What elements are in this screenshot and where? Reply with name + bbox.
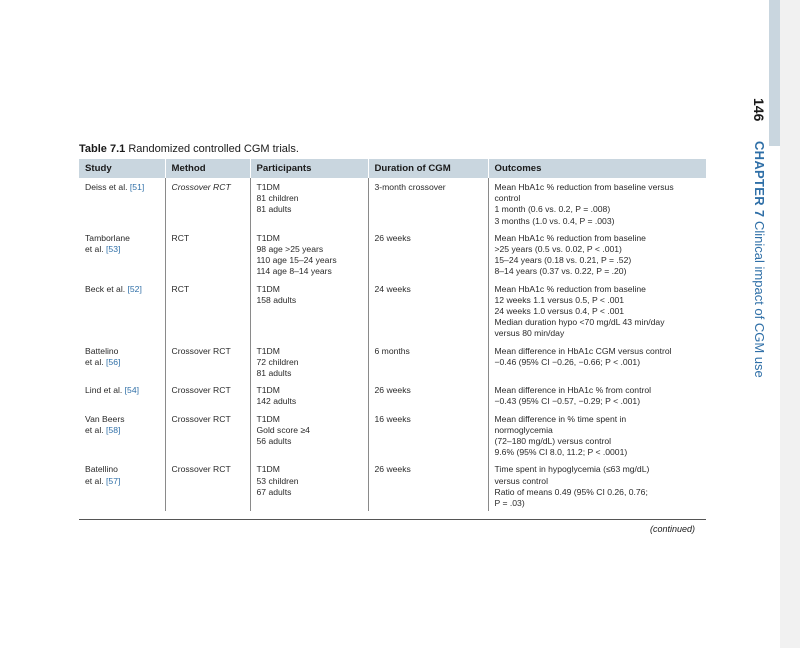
method-cell-text: RCT	[171, 283, 190, 294]
chapter-title: Clinical impact of CGM use	[752, 221, 767, 378]
duration-cell-text: 3-month crossover	[374, 182, 446, 192]
duration-cell-text: 16 weeks	[374, 413, 411, 424]
outcomes-cell-line: versus control	[494, 475, 548, 486]
outcomes-cell-line: P = .03)	[494, 498, 525, 509]
participants-cell-line: 158 adults	[256, 294, 297, 305]
outcomes-cell-line: control	[494, 193, 521, 204]
header-method: Method	[165, 159, 250, 178]
participants-cell-line: 98 age >25 years	[256, 244, 324, 255]
outcomes-cell	[488, 460, 706, 511]
study-cell	[79, 381, 165, 409]
outcomes-cell-line: 12 weeks 1.1 versus 0.5, P < .001	[494, 294, 625, 305]
method-cell-text: Crossover RCT	[171, 345, 231, 356]
outcomes-cell	[488, 381, 706, 409]
header-duration: Duration of CGM	[368, 159, 488, 178]
table-row	[79, 460, 706, 511]
method-cell	[165, 410, 250, 461]
outcomes-cell-line: Mean difference in HbA1c CGM versus control	[494, 345, 672, 356]
study-cell	[79, 229, 165, 280]
table-row	[79, 229, 706, 280]
outcomes-cell-line: Ratio of means 0.49 (95% CI 0.26, 0.76;	[494, 486, 648, 497]
participants-cell-line: T1DM	[256, 182, 280, 192]
participants-cell-line: 81 adults	[256, 368, 292, 379]
outcomes-cell-line: 24 weeks 1.0 versus 0.4, P < .001	[494, 306, 625, 317]
participants-cell-line: 142 adults	[256, 396, 297, 407]
outcomes-cell-line: Time spent in hypoglycemia (≤63 mg/dL)	[494, 464, 650, 475]
table-row	[79, 381, 706, 409]
study-cell-line: Beck et al. [52]	[85, 283, 142, 294]
reference-link[interactable]: [54]	[124, 385, 139, 396]
outcomes-cell	[488, 280, 706, 342]
reference-link[interactable]: [57]	[106, 475, 121, 486]
table-caption-label: Table 7.1	[79, 143, 126, 155]
study-cell-line: Batellino	[85, 464, 118, 475]
participants-cell-line: 81 adults	[256, 204, 292, 215]
reference-link[interactable]: [56]	[106, 356, 121, 367]
participants-cell-line: 72 children	[256, 356, 299, 367]
study-cell-line: Tamborlane	[85, 232, 130, 243]
duration-cell	[368, 460, 488, 511]
study-cell-line: et al. [56]	[85, 356, 121, 367]
participants-cell	[250, 381, 368, 409]
chapter-tab-marker	[769, 0, 780, 146]
outcomes-cell-line: −0.46 (95% CI −0.26, −0.66; P < .001)	[494, 356, 641, 367]
duration-cell-text: 26 weeks	[374, 385, 411, 396]
table-caption	[79, 143, 299, 155]
participants-cell-line: 114 age 8–14 years	[256, 266, 332, 277]
study-cell-line: Van Beers	[85, 413, 125, 424]
duration-cell	[368, 381, 488, 409]
participants-cell-line: T1DM	[256, 464, 280, 475]
outcomes-cell-line: 9.6% (95% CI 8.0, 11.2; P < .0001)	[494, 447, 628, 458]
page-number: 146	[751, 98, 767, 122]
outcomes-cell-line: −0.43 (95% CI −0.57, −0.29; P < .001)	[494, 396, 641, 407]
method-cell	[165, 178, 250, 229]
header-participants: Participants	[250, 159, 368, 178]
outcomes-cell-line: 1 month (0.6 vs. 0.2, P = .008)	[494, 204, 611, 215]
study-cell	[79, 342, 165, 382]
participants-cell-line: T1DM	[256, 413, 280, 424]
table-caption-text: Randomized controlled CGM trials.	[128, 143, 299, 155]
participants-cell	[250, 342, 368, 382]
page-edge-strip	[780, 0, 800, 648]
participants-cell	[250, 178, 368, 229]
study-cell-line: Lind et al. [54]	[85, 385, 139, 396]
method-cell	[165, 229, 250, 280]
study-cell-line: et al. [58]	[85, 424, 121, 435]
participants-cell-line: T1DM	[256, 232, 280, 243]
outcomes-cell-line: versus 80 min/day	[494, 328, 565, 339]
continued-label: (continued)	[650, 524, 696, 534]
participants-cell-line: 56 adults	[256, 436, 292, 447]
outcomes-cell-line: 3 months (1.0 vs. 0.4, P = .003)	[494, 215, 615, 226]
reference-link[interactable]: [58]	[106, 424, 121, 435]
method-cell	[165, 460, 250, 511]
header-study: Study	[79, 159, 165, 178]
duration-cell-text: 26 weeks	[374, 232, 411, 243]
participants-cell	[250, 229, 368, 280]
outcomes-cell-line: Mean HbA1c % reduction from baseline versus	[494, 182, 674, 192]
participants-cell-line: Gold score ≥4	[256, 424, 310, 435]
outcomes-cell-line: 15–24 years (0.18 vs. 0.21, P = .52)	[494, 255, 632, 266]
method-cell	[165, 342, 250, 382]
duration-cell	[368, 280, 488, 342]
outcomes-cell	[488, 178, 706, 229]
table-header-row	[79, 159, 706, 178]
table-body	[79, 178, 706, 511]
study-cell	[79, 178, 165, 229]
header-outcomes: Outcomes	[488, 159, 706, 178]
outcomes-cell-line: Mean difference in % time spent in	[494, 413, 627, 424]
participants-cell-line: 53 children	[256, 475, 299, 486]
table-row	[79, 280, 706, 342]
participants-cell-line: 67 adults	[256, 486, 292, 497]
duration-cell	[368, 229, 488, 280]
study-cell-line: et al. [57]	[85, 475, 121, 486]
participants-cell-line: 110 age 15–24 years	[256, 255, 337, 266]
participants-cell-line: 81 children	[256, 193, 299, 204]
table-row	[79, 410, 706, 461]
reference-link[interactable]: [51]	[129, 182, 145, 192]
duration-cell-text: 24 weeks	[374, 283, 411, 294]
table-row	[79, 178, 706, 229]
duration-cell	[368, 342, 488, 382]
study-cell-line: Deiss et al. [51]	[85, 182, 145, 192]
participants-cell	[250, 280, 368, 342]
chapter-label: CHAPTER 7	[752, 140, 767, 218]
outcomes-cell	[488, 342, 706, 382]
rct-table	[79, 159, 706, 511]
outcomes-cell-line: Median duration hypo <70 mg/dL 43 min/day	[494, 317, 665, 328]
duration-cell	[368, 410, 488, 461]
outcomes-cell	[488, 410, 706, 461]
duration-cell-text: 26 weeks	[374, 464, 411, 475]
participants-cell	[250, 410, 368, 461]
table-row	[79, 342, 706, 382]
participants-cell-line: T1DM	[256, 385, 280, 396]
method-cell-text: Crossover RCT	[171, 182, 231, 192]
method-cell-text: RCT	[171, 232, 190, 243]
outcomes-cell-line: >25 years (0.5 vs. 0.02, P < .001)	[494, 244, 622, 255]
outcomes-cell-line: (72–180 mg/dL) versus control	[494, 436, 612, 447]
method-cell-text: Crossover RCT	[171, 464, 231, 475]
study-cell-line: et al. [53]	[85, 244, 121, 255]
participants-cell-line: T1DM	[256, 283, 280, 294]
method-cell-text: Crossover RCT	[171, 385, 231, 396]
table-bottom-rule	[79, 519, 706, 520]
study-cell	[79, 410, 165, 461]
outcomes-cell-line: Mean HbA1c % reduction from baseline	[494, 232, 646, 243]
reference-link[interactable]: [52]	[127, 283, 142, 294]
participants-cell-line: T1DM	[256, 345, 280, 356]
method-cell-text: Crossover RCT	[171, 413, 231, 424]
method-cell	[165, 381, 250, 409]
outcomes-cell-line: Mean HbA1c % reduction from baseline	[494, 283, 646, 294]
running-head	[748, 98, 770, 388]
study-cell	[79, 460, 165, 511]
duration-cell-text: 6 months	[374, 345, 410, 356]
study-cell-line: Battelino	[85, 345, 119, 356]
study-cell	[79, 280, 165, 342]
outcomes-cell-line: 8–14 years (0.37 vs. 0.22, P = .20)	[494, 266, 627, 277]
method-cell	[165, 280, 250, 342]
outcomes-cell	[488, 229, 706, 280]
duration-cell	[368, 178, 488, 229]
reference-link[interactable]: [53]	[106, 244, 121, 255]
outcomes-cell-line: normoglycemia	[494, 424, 553, 435]
outcomes-cell-line: Mean difference in HbA1c % from control	[494, 385, 652, 396]
participants-cell	[250, 460, 368, 511]
